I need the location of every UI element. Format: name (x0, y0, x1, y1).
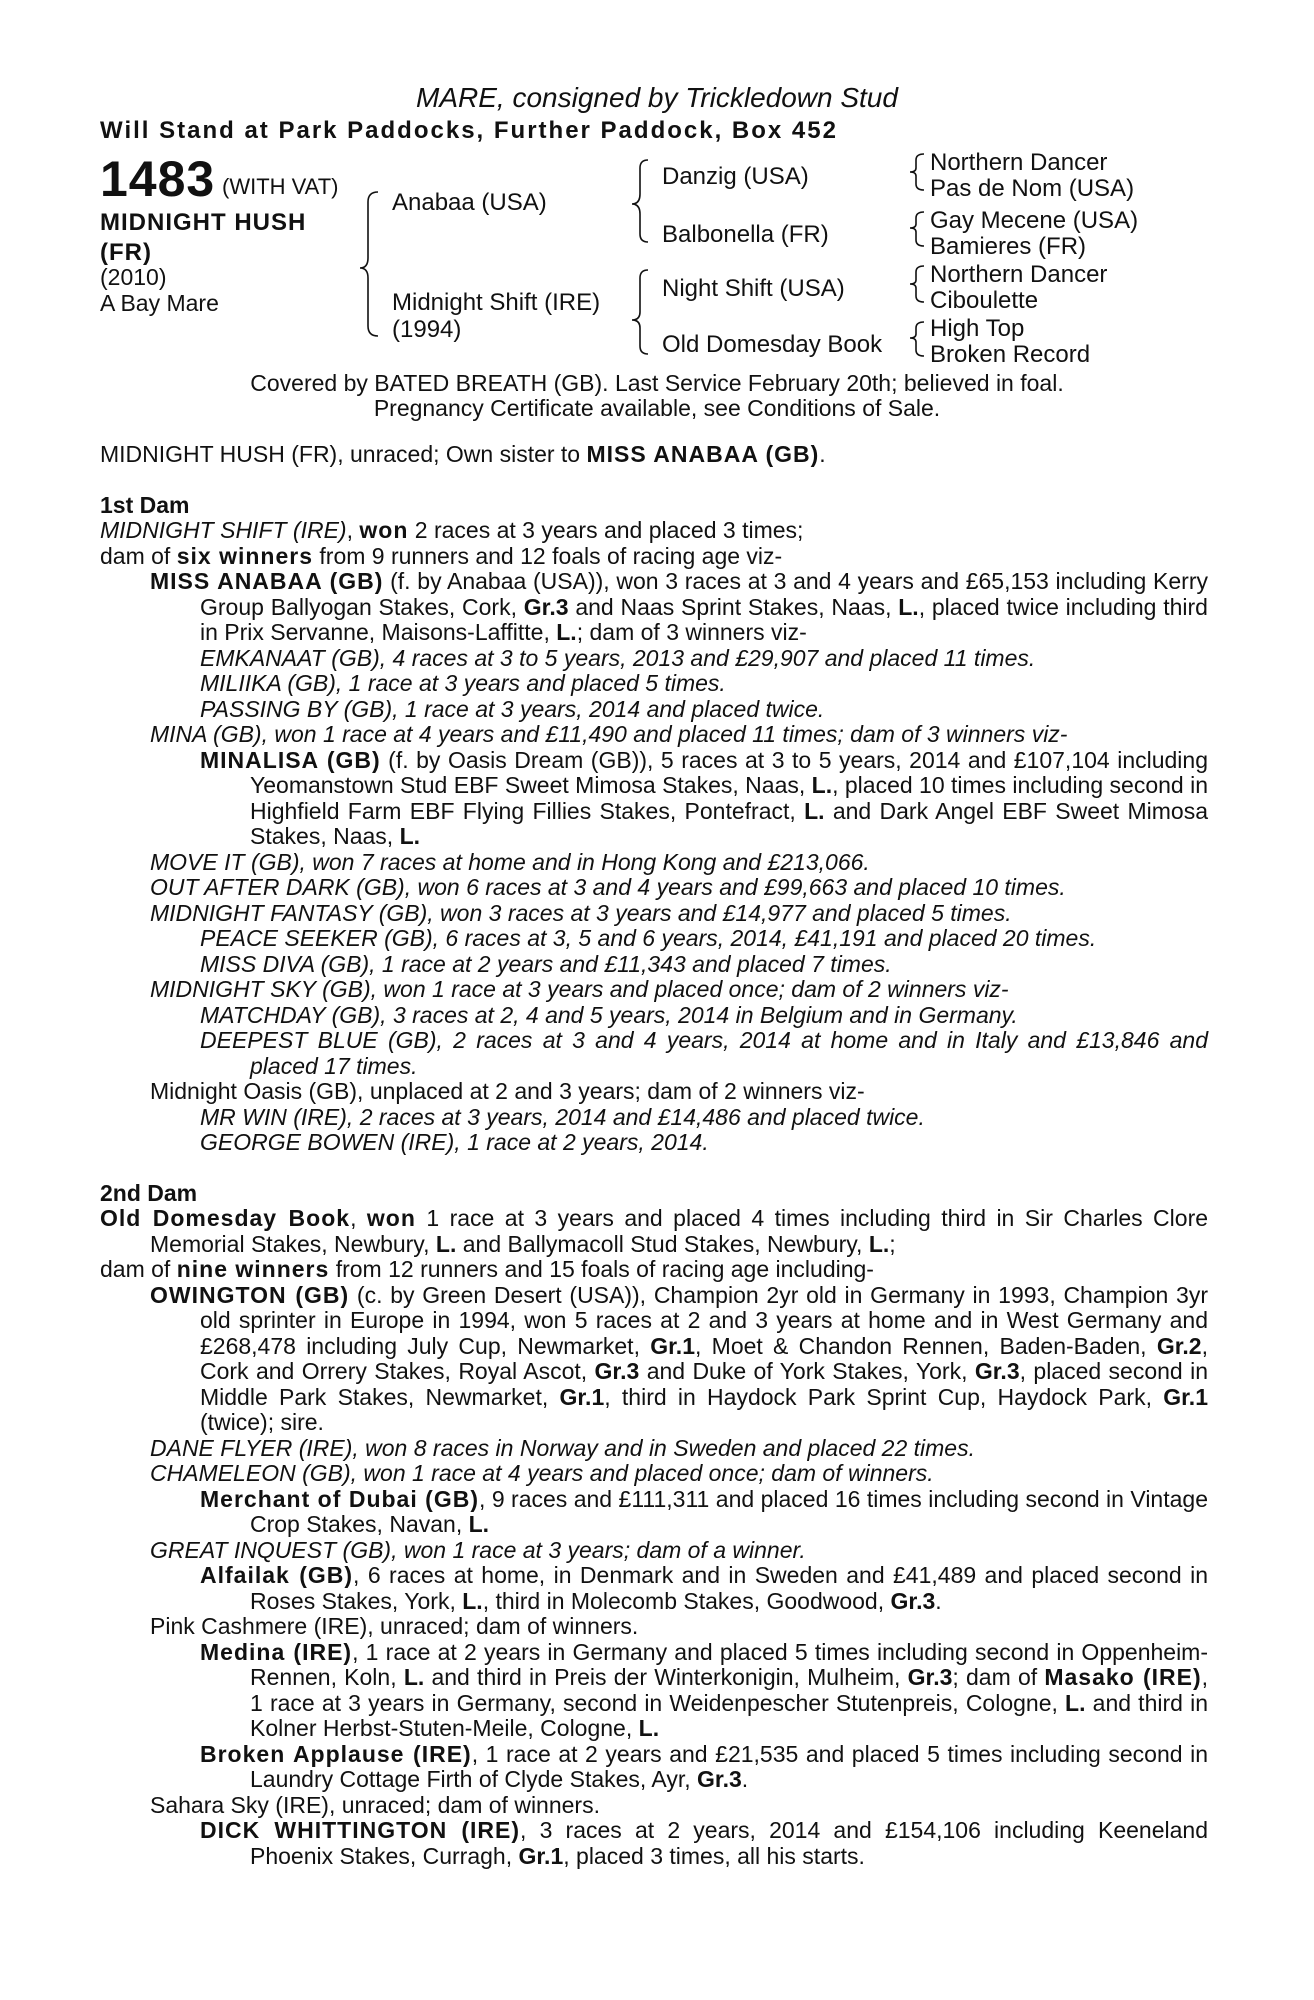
entry-chameleon: CHAMELEON (GB), won 1 race at 4 years and placed once; dam of winners. (150, 1460, 934, 1486)
lot-number: 1483 (100, 151, 216, 207)
entry-minalisa: MINALISA (GB) (f. by Oasis Dream (GB)), 5 races at 3 to 5 years, 2014 and £107,104 including Yeomanstown Stud EBF Sweet Mimosa Stakes, Naas, L., placed 10 times including second in Highfield Farm EBF Flying Fillies Stakes, Pontefract, L. and Dark Angel EBF Sweet Mimosa Stakes, Naas, L. (200, 746, 1209, 849)
pedigree-sire-dam: Balbonella (FR) (662, 221, 829, 248)
entry-sahara-sky: Sahara Sky (IRE), unraced; dam of winners. (150, 1791, 600, 1818)
covering-line: Covered by BATED BREATH (GB). Last Service February 20th; believed in foal. (250, 370, 1064, 396)
entry-emkanaat: EMKANAAT (GB), 4 races at 3 to 5 years, 2013 and £29,907 and placed 11 times. (200, 644, 1036, 671)
entry-midnight-fantasy: MIDNIGHT FANTASY (GB), won 3 races at 3 years and £14,977 and placed 5 times. (150, 899, 1012, 926)
entry-owington: OWINGTON (GB) (c. by Green Desert (USA)), Champion 2yr old in Germany in 1993, Champion 3yr old sprinter in Europe in 1994, won 5 races at 2 and 3 years at home and in West Germany and £268,478 including July Cup, Newmarket, Gr.1, Moet & Chandon Rennen, Baden-Baden, Gr.2, Cork and Orrery Stakes, Royal Ascot, Gr.3 and Duke of York Stakes, York, Gr.3, placed second in Middle Park Stakes, Newmarket, Gr.1, third in Haydock Park Sprint Cup, Haydock Park, Gr.1 (twice); sire. (150, 1281, 1209, 1435)
entry-miliika: MILIIKA (GB), 1 race at 3 years and placed 5 times. (200, 670, 726, 696)
entry-merchant-of-dubai: Merchant of Dubai (GB), 9 races and £111,311 and placed 16 times including second in Vintage Crop Stakes, Navan, L. (200, 1485, 1208, 1537)
entry-out-after-dark: OUT AFTER DARK (GB), won 6 races at 3 and 4 years and £99,663 and placed 10 times. (150, 874, 1066, 900)
catalogue-body (100, 442, 1208, 1869)
entry-great-inquest: GREAT INQUEST (GB), won 1 race at 3 years; dam of a winner. (150, 1536, 806, 1563)
entry-move-it: MOVE IT (GB), won 7 races at home and in Hong Kong and £213,066. (150, 848, 870, 875)
pedigree-dam-dam: Old Domesday Book (662, 331, 883, 358)
entry-broken-applause: Broken Applause (IRE), 1 race at 2 years and £21,535 and placed 5 times including second in Laundry Cottage Firth of Clyde Stakes, Ayr, Gr.3. (200, 1740, 1208, 1792)
horse-name-line1: MIDNIGHT HUSH (100, 209, 307, 236)
entry-alfailak: Alfailak (GB), 6 races at home, in Denmark and in Sweden and £41,489 and placed second in Roses Stakes, York, L., third in Molecomb Stakes, Goodwood, Gr.3. (200, 1562, 1208, 1614)
entry-matchday: MATCHDAY (GB), 3 races at 2, 4 and 5 years, 2014 in Belgium and in Germany. (200, 1001, 1018, 1028)
consignment-line: MARE, consigned by Trickledown Stud (416, 82, 898, 113)
pedigree-sire-sire: Danzig (USA) (662, 163, 809, 190)
first-dam-heading: 1st Dam (100, 491, 190, 518)
horse-description: A Bay Mare (100, 290, 219, 316)
intro-line: MIDNIGHT HUSH (FR), unraced; Own sister to MISS ANABAA (GB). (100, 441, 826, 467)
pedigree-g6: Ciboulette (930, 287, 1039, 314)
entry-george-bowen: GEORGE BOWEN (IRE), 1 race at 2 years, 2014. (200, 1129, 709, 1155)
first-dam-line: MIDNIGHT SHIFT (IRE), won 2 races at 3 years and placed 3 times; (100, 517, 804, 543)
second-dam-produce-summary: dam of nine winners from 12 runners and 15 foals of racing age including- (100, 1256, 874, 1282)
first-dam-produce-summary: dam of six winners from 9 runners and 12 foals of racing age viz- (100, 542, 783, 569)
second-dam-heading: 2nd Dam (100, 1179, 198, 1206)
entry-midnight-oasis: Midnight Oasis (GB), unplaced at 2 and 3 years; dam of 2 winners viz- (150, 1078, 865, 1104)
stand-location: Will Stand at Park Paddocks, Further Paddock, Box 452 (100, 117, 838, 144)
pedigree-dam-year: (1994) (392, 316, 462, 343)
entry-miss-diva: MISS DIVA (GB), 1 race at 2 years and £11,343 and placed 7 times. (200, 950, 892, 977)
entry-mina: MINA (GB), won 1 race at 4 years and £11,490 and placed 11 times; dam of 3 winners viz- (150, 721, 1068, 747)
entry-dane-flyer: DANE FLYER (IRE), won 8 races in Norway and in Sweden and placed 22 times. (150, 1434, 975, 1461)
pedigree-g5: Northern Dancer (930, 261, 1108, 288)
entry-passing-by: PASSING BY (GB), 1 race at 3 years, 2014 and placed twice. (200, 695, 825, 722)
entry-pink-cashmere: Pink Cashmere (IRE), unraced; dam of winners. (150, 1613, 639, 1639)
pedigree-g3: Gay Mecene (USA) (930, 207, 1139, 234)
pedigree-g4: Bamieres (FR) (930, 233, 1087, 260)
pedigree-g1: Northern Dancer (930, 149, 1108, 176)
pedigree-g7: High Top (930, 315, 1025, 342)
vat-note: (WITH VAT) (222, 174, 339, 199)
pedigree-dam-sire: Night Shift (USA) (662, 275, 845, 302)
birth-year: (2010) (100, 264, 167, 290)
certificate-line: Pregnancy Certificate available, see Conditions of Sale. (373, 395, 941, 421)
pedigree-g2: Pas de Nom (USA) (930, 175, 1135, 202)
entry-miss-anabaa: MISS ANABAA (GB) (f. by Anabaa (USA)), won 3 races at 3 and 4 years and £65,153 including Kerry Group Ballyogan Stakes, Cork, Gr.3 and Naas Sprint Stakes, Naas, L., placed twice including third in Prix Servanne, Maisons-Laffitte, L.; dam of 3 winners viz- (150, 568, 1208, 645)
second-dam-line: Old Domesday Book, won 1 race at 3 years and placed 4 times including third in Sir Charles Clore Memorial Stakes, Newbury, L. and Ballymacoll Stud Stakes, Newbury, L.; (100, 1205, 1209, 1257)
entry-peace-seeker: PEACE SEEKER (GB), 6 races at 3, 5 and 6 years, 2014, £41,191 and placed 20 times. (200, 925, 1097, 951)
pedigree-g8: Broken Record (930, 341, 1091, 368)
pedigree-dam: Midnight Shift (IRE) (392, 289, 601, 316)
entry-medina: Medina (IRE), 1 race at 2 years in Germany and placed 5 times including second in Oppenheim-Rennen, Koln, L. and third in Preis der Winterkonigin, Mulheim, Gr.3; dam of Masako (IRE), 1 race at 3 years in Germany, second in Weidenpescher Stutenpreis, Cologne, L. and third in Kolner Herbst-Stuten-Meile, Cologne, L. (200, 1638, 1208, 1741)
entry-deepest-blue: DEEPEST BLUE (GB), 2 races at 3 and 4 years, 2014 at home and in Italy and £13,846 and placed 17 times. (200, 1027, 1208, 1079)
horse-name-line2: (FR) (100, 239, 152, 266)
entry-dick-whittington: DICK WHITTINGTON (IRE), 3 races at 2 years, 2014 and £154,106 including Keeneland Phoenix Stakes, Curragh, Gr.1, placed 3 times, all his starts. (200, 1817, 1208, 1869)
entry-mr-win: MR WIN (IRE), 2 races at 3 years, 2014 and £14,486 and placed twice. (200, 1103, 925, 1130)
entry-midnight-sky: MIDNIGHT SKY (GB), won 1 race at 3 years and placed once; dam of 2 winners viz- (150, 976, 1009, 1002)
pedigree-sire: Anabaa (USA) (392, 189, 547, 216)
